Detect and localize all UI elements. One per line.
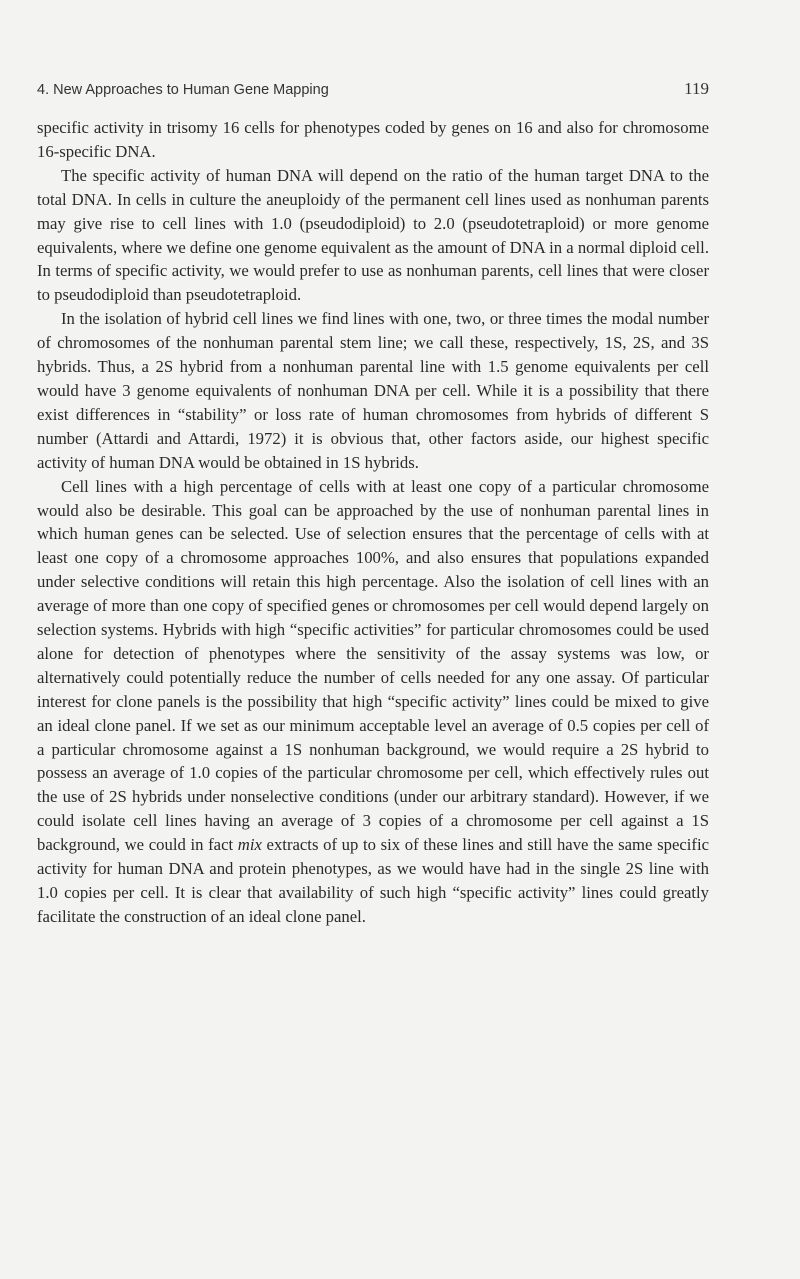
section-title: 4. New Approaches to Human Gene Mapping [37,82,329,98]
page-number: 119 [684,79,709,98]
paragraph-text-part: Cell lines with a high percentage of cells with at least one copy of a particular chromosome would also be desirable. This goal can be approached by the use of nonhuman parental lines in which human genes can be selected. Use of selection ensures that the percentage of cells with at least one copy of a chromosome approaches 100%, and also ensures that populations expanded under selective conditions will retain this high percentage. Also the isolation of cell lines with an average of more than one copy of specified genes or chromosomes per cell would depend largely on selection systems. Hybrids with high “specific activities” for particular chromosomes could be used alone for detection of phenotypes where the sensitivity of the assay systems was low, or alternatively could potentially reduce the number of cells needed for any one assay. Of particular interest for clone panels is the possibility that high “specific activity” lines could be mixed to give an ideal clone panel. If we set as our minimum acceptable level an average of 0.5 copies per cell of a particular chromosome against a 1S nonhuman background, we would require a 2S hybrid to possess an average of 1.0 copies of the particular chromosome per cell, which effectively rules out the use of 2S hybrids under nonselective conditions (under our arbitrary standard). However, if we could isolate cell lines having an average of 3 copies of a chromosome per cell against a 1S background, we could in fact [37,476,709,855]
paragraph-text-part: extracts of up to six of these lines and still have the same specific activity for human DNA and protein phenotypes, as we would have had in the single 2S line with 1.0 copies per cell. It is clear that availability of such high “specific activity” lines could greatly facilitate the construction of an ideal clone panel. [37,835,709,926]
body-text [37,116,709,929]
paragraph-selection [37,475,709,929]
running-head [37,79,709,99]
paragraph-specific-activity: The specific activity of human DNA will depend on the ratio of the human target DNA to the total DNA. In cells in culture the aneuploidy of the permanent cell lines used as nonhuman parents may give rise to cell lines with 1.0 (pseudodiploid) to 2.0 (pseudotetraploid) or more genome equivalents, where we define one genome equivalent as the amount of DNA in a normal diploid cell. In terms of specific activity, we would prefer to use as nonhuman parents, cell lines that were closer to pseudodiploid than pseudotetraploid. [37,165,709,305]
emphasized-word: mix [237,835,262,855]
paragraph-hybrid-isolation: In the isolation of hybrid cell lines we find lines with one, two, or three times the modal number of chromosomes of the nonhuman parental stem line; we call these, respectively, 1S, 2S, and 3S hybrids. Thus, a 2S hybrid from a nonhuman parental line with 1.5 genome equivalents per cell would have 3 genome equivalents of nonhuman DNA per cell. While it is a possibility that there exist differences in “stability” or loss rate of human chromosomes from hybrids of different S number (Attardi and Attardi, 1972) it is obvious that, other factors aside, our highest specific activity of human DNA would be obtained in 1S hybrids. [37,309,709,472]
paragraph-continuation: specific activity in trisomy 16 cells for phenotypes coded by genes on 16 and also for chromosome 16-specific DNA. [37,118,709,161]
